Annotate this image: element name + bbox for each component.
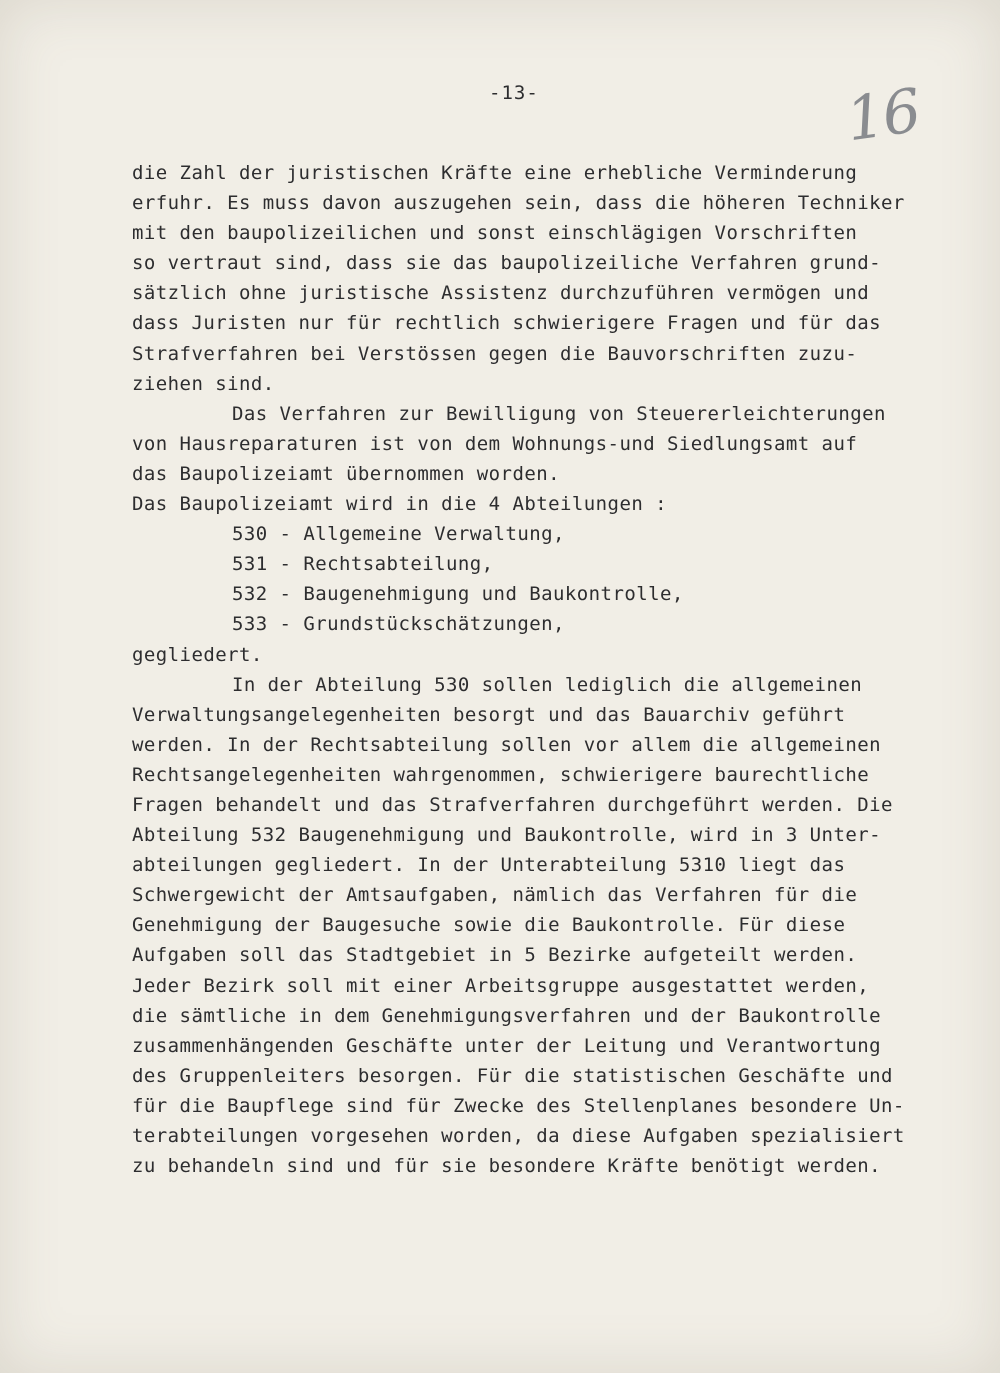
text-line: zu behandeln sind und für sie besondere Kräfte benötigt werden. bbox=[132, 1155, 882, 1178]
text-line: Jeder Bezirk soll mit einer Arbeitsgruppe ausgestattet werden, bbox=[132, 974, 870, 997]
department-list-item: 532 - Baugenehmigung und Baukontrolle, bbox=[232, 583, 684, 606]
department-list-item: 531 - Rechtsabteilung, bbox=[232, 553, 494, 576]
text-line: Abteilung 532 Baugenehmigung und Baukontrolle, wird in 3 Unter- bbox=[132, 824, 882, 847]
text-line: sätzlich ohne juristische Assistenz durchzuführen vermögen und bbox=[132, 282, 870, 305]
text-line: für die Baupflege sind für Zwecke des Stellenplanes besondere Un- bbox=[132, 1094, 905, 1117]
text-line: von Hausreparaturen ist von dem Wohnungs-und Siedlungsamt auf bbox=[132, 432, 858, 455]
text-line: das Baupolizeiamt übernommen worden. bbox=[132, 462, 561, 485]
text-line: Strafverfahren bei Verstössen gegen die Bauvorschriften zuzu- bbox=[132, 342, 858, 365]
paragraph-start-line: In der Abteilung 530 sollen lediglich die allgemeinen bbox=[232, 673, 863, 696]
text-line: Fragen behandelt und das Strafverfahren durchgeführt werden. Die bbox=[132, 793, 893, 816]
text-line: so vertraut sind, dass sie das baupolizeiliche Verfahren grund- bbox=[132, 252, 882, 275]
department-list-item: 533 - Grundstückschätzungen, bbox=[232, 613, 565, 636]
text-line: zusammenhängenden Geschäfte unter der Leitung und Verantwortung bbox=[132, 1034, 882, 1057]
handwritten-folio-number: 16 bbox=[842, 75, 924, 156]
text-line: abteilungen gegliedert. In der Unterabteilung 5310 liegt das bbox=[132, 854, 846, 877]
text-line: terabteilungen vorgesehen worden, da diese Aufgaben spezialisiert bbox=[132, 1125, 905, 1147]
typewritten-body bbox=[132, 158, 952, 1181]
text-line: Genehmigung der Baugesuche sowie die Baukontrolle. Für diese bbox=[132, 914, 846, 937]
text-line: Rechtsangelegenheiten wahrgenommen, schwierigere baurechtliche bbox=[132, 763, 870, 786]
text-line: gegliedert. bbox=[132, 643, 263, 666]
page-number: -13- bbox=[489, 82, 539, 104]
text-line: Aufgaben soll das Stadtgebiet in 5 Bezirke aufgeteilt werden. bbox=[132, 944, 858, 967]
text-line: Verwaltungsangelegenheiten besorgt und das Bauarchiv geführt bbox=[132, 703, 846, 726]
text-line: dass Juristen nur für rechtlich schwierigere Fragen und für das bbox=[132, 312, 882, 335]
text-line: ziehen sind. bbox=[132, 372, 275, 395]
text-line: Schwergewicht der Amtsaufgaben, nämlich das Verfahren für die bbox=[132, 884, 858, 907]
text-line: werden. In der Rechtsabteilung sollen vor allem die allgemeinen bbox=[132, 733, 882, 756]
department-list-item: 530 - Allgemeine Verwaltung, bbox=[232, 523, 565, 546]
text-line: des Gruppenleiters besorgen. Für die statistischen Geschäfte und bbox=[132, 1064, 893, 1087]
text-line: die sämtliche in dem Genehmigungsverfahren und der Baukontrolle bbox=[132, 1004, 882, 1027]
text-line: die Zahl der juristischen Kräfte eine erhebliche Verminderung bbox=[132, 162, 858, 184]
text-line: mit den baupolizeilichen und sonst einschlägigen Vorschriften bbox=[132, 222, 858, 245]
paragraph-start-line: Das Verfahren zur Bewilligung von Steuererleichterungen bbox=[232, 402, 886, 425]
text-line: erfuhr. Es muss davon auszugehen sein, dass die höheren Techniker bbox=[132, 192, 905, 215]
text-line: Das Baupolizeiamt wird in die 4 Abteilungen : bbox=[132, 493, 668, 516]
